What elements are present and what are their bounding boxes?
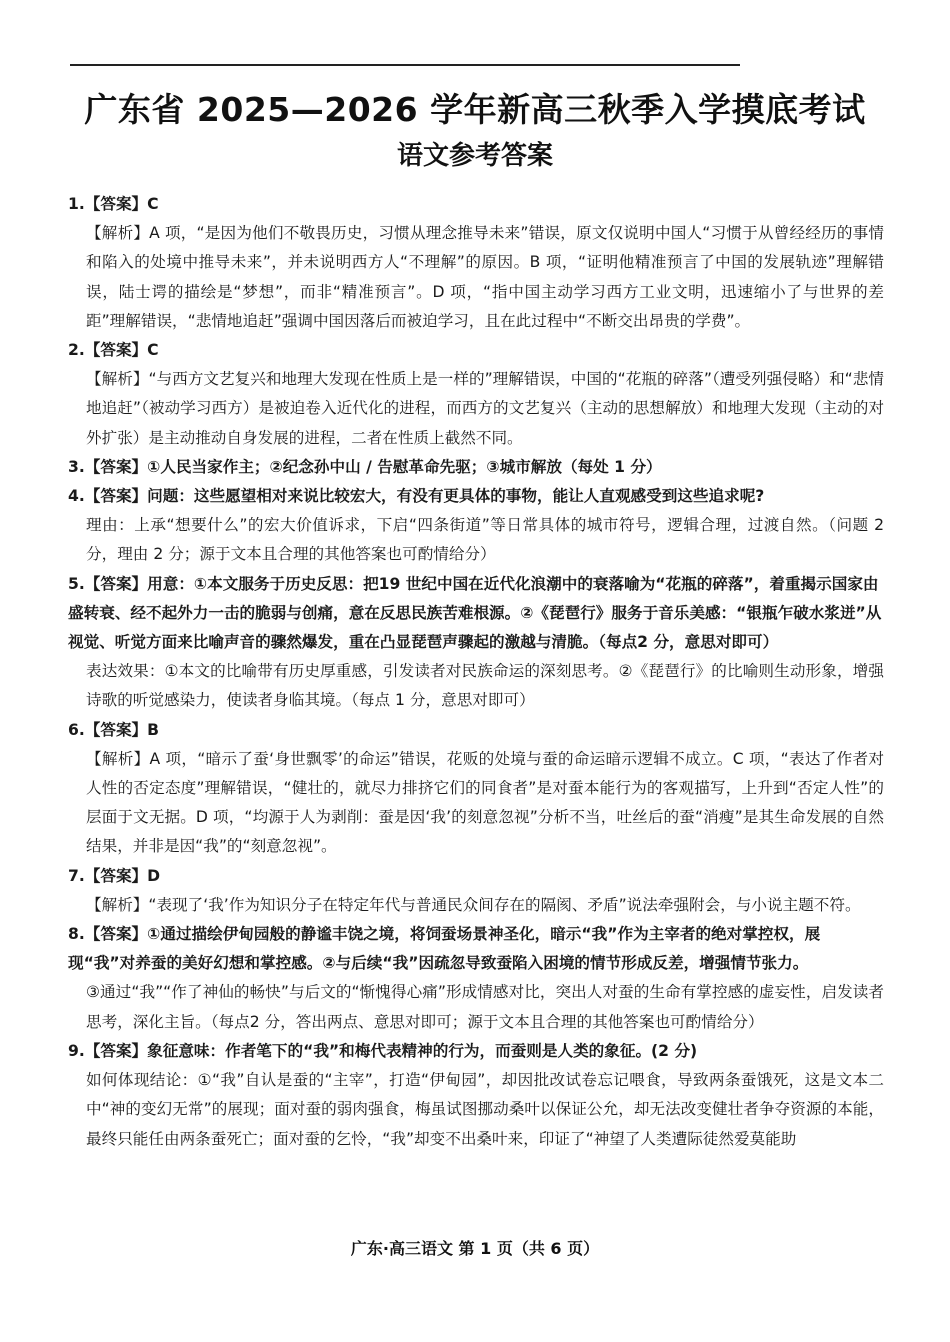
answer-head: 2.【答案】C [68,341,159,360]
answer-item-6 [68,716,884,862]
answer-paragraph: 【解析】A 项，“是因为他们不敬畏历史，习惯从理念推导未来”错误，原文仅说明中国人“习惯于从曾经经历的事情和陷入的处境中推导未来”，并未说明西方人“不理解”的原因。B 项，“证明他精准预言了中国的发展轨迹”理解错误，陆士谔的描绘是“梦想”，而非“精准预言”。D 项，“指中国主动学习西方工业文明，迅速缩小了与世界的差距”理解错误，“悲情地追赶”强调中国因落后而被迫学习，且在此过程中“不断交出昂贵的学费”。 [86,224,884,330]
answer-item-7 [68,862,884,920]
answer-paragraph: 【解析】“表现了‘我’作为知识分子在特定年代与普通民众间存在的隔阂、矛盾”说法牵强附会，与小说主题不符。 [86,895,861,914]
answer-paragraph: 理由：上承“想要什么”的宏大价值诉求，下启“四条街道”等日常具体的城市符号，逻辑合理，过渡自然。（问题 2 分，理由 2 分；源于文本且合理的其他答案也可酌情给分） [86,516,884,564]
answer-item-3 [68,453,884,482]
answer-item-9 [68,1037,884,1154]
page-footer: 广东·高三语文 第 1 页（共 6 页） [350,1239,600,1258]
answer-head: 6.【答案】B [68,720,160,739]
answer-head: 5.【答案】用意：①本文服务于历史反思：把19 世纪中国在近代化浪潮中的衰落喻为“花瓶的碎落”，着重揭示国家由盛转衰、经不起外力一击的脆弱与创痛，意在反思民族苦难根源。②《琵琶行》服务于音乐美感：“银瓶乍破水浆迸”从视觉、听觉方面来比喻声音的骤然爆发，重在凸显琵琶声骤起的激越与清脆。（每点2 分，意思对即可） [68,574,882,652]
answer-head: 3.【答案】①人民当家作主；②纪念孙中山 / 告慰革命先驱；③城市解放（每处 1 分） [68,457,662,476]
answer-item-1 [68,190,884,336]
answer-item-8 [68,920,884,1037]
answer-head: 1.【答案】C [68,195,159,213]
answer-paragraph: 【解析】“与西方文艺复兴和地理大发现在性质上是一样的”理解错误，中国的“花瓶的碎落”（遭受列强侵略）和“悲情地追赶”（被动学习西方）是被迫卷入近代化的进程，而西方的文艺复兴（主动的思想解放）和地理大发现（主动的对外扩张）是主动推动自身发展的进程，二者在性质上截然不同。 [86,370,884,447]
page-subtitle: 语文参考答案 [396,141,553,171]
answer-item-5 [68,570,884,716]
answer-head: 9.【答案】象征意味：作者笔下的“我”和梅代表精神的行为，而蚕则是人类的象征。(2 分) [68,1041,698,1060]
answer-paragraph: 如何体现结论：①“我”自认是蚕的“主宰”，打造“伊甸园”，却因批改试卷忘记喂食，导致两条蚕饿死，这是文本二中“神的变幻无常”的展现；面对蚕的弱肉强食，梅虽试图挪动桑叶以保证公允，却无法改变健壮者争夺资源的本能，最终只能任由两条蚕死亡；面对蚕的乞怜，“我”却变不出桑叶来，印证了“神望了人类遭际徒然爱莫能助 [86,1071,884,1148]
answer-head: 8.【答案】①通过描绘伊甸园般的静谧丰饶之境，将饲蚕场景神圣化，暗示“我”作为主宰者的绝对掌控权，展现“我”对养蚕的美好幻想和掌控感。②与后续“我”因疏忽导致蚕陷入困境的情节形成反差，增强情节张力。 [68,925,821,973]
answer-item-2 [68,336,884,453]
answer-paragraph: 【解析】A 项，“暗示了蚕‘身世飘零’的命运”错误，花贩的处境与蚕的命运暗示逻辑不成立。C 项，“表达了作者对人性的否定态度”理解错误，“健壮的，就尽力排挤它们的同食者”是对蚕本能行为的客观描写，上升到“否定人性”的层面于文无据。D 项，“均源于人为剥削：蚕是因‘我’的刻意忽视”分析不当，吐丝后的蚕“消瘦”是其生命发展的自然结果，并非是因“我”的“刻意忽视”。 [86,749,884,856]
answer-list [68,190,884,1154]
answer-head: 7.【答案】D [68,866,161,885]
answer-paragraph: 表达效果：①本文的比喻带有历史厚重感，引发读者对民族命运的深刻思考。②《琵琶行》的比喻则生动形象，增强诗歌的听觉感染力，使读者身临其境。（每点 1 分，意思对即可） [86,662,884,710]
answer-item-4 [68,482,884,570]
page-title: 广东省 2025—2026 学年新高三秋季入学摸底考试 [84,90,866,129]
answer-head: 4.【答案】问题：这些愿望相对来说比较宏大，有没有更具体的事物，能让人直观感受到这些追求呢? [68,487,765,506]
answer-paragraph: ③通过“我”“作了神仙的畅快”与后文的“惭愧得心痛”形成情感对比，突出人对蚕的生命有掌控感的虚妄性，启发读者思考，深化主旨。（每点2 分，答出两点、意思对即可；源于文本且合理的其他答案也可酌情给分） [86,983,884,1031]
top-rule [70,64,740,66]
